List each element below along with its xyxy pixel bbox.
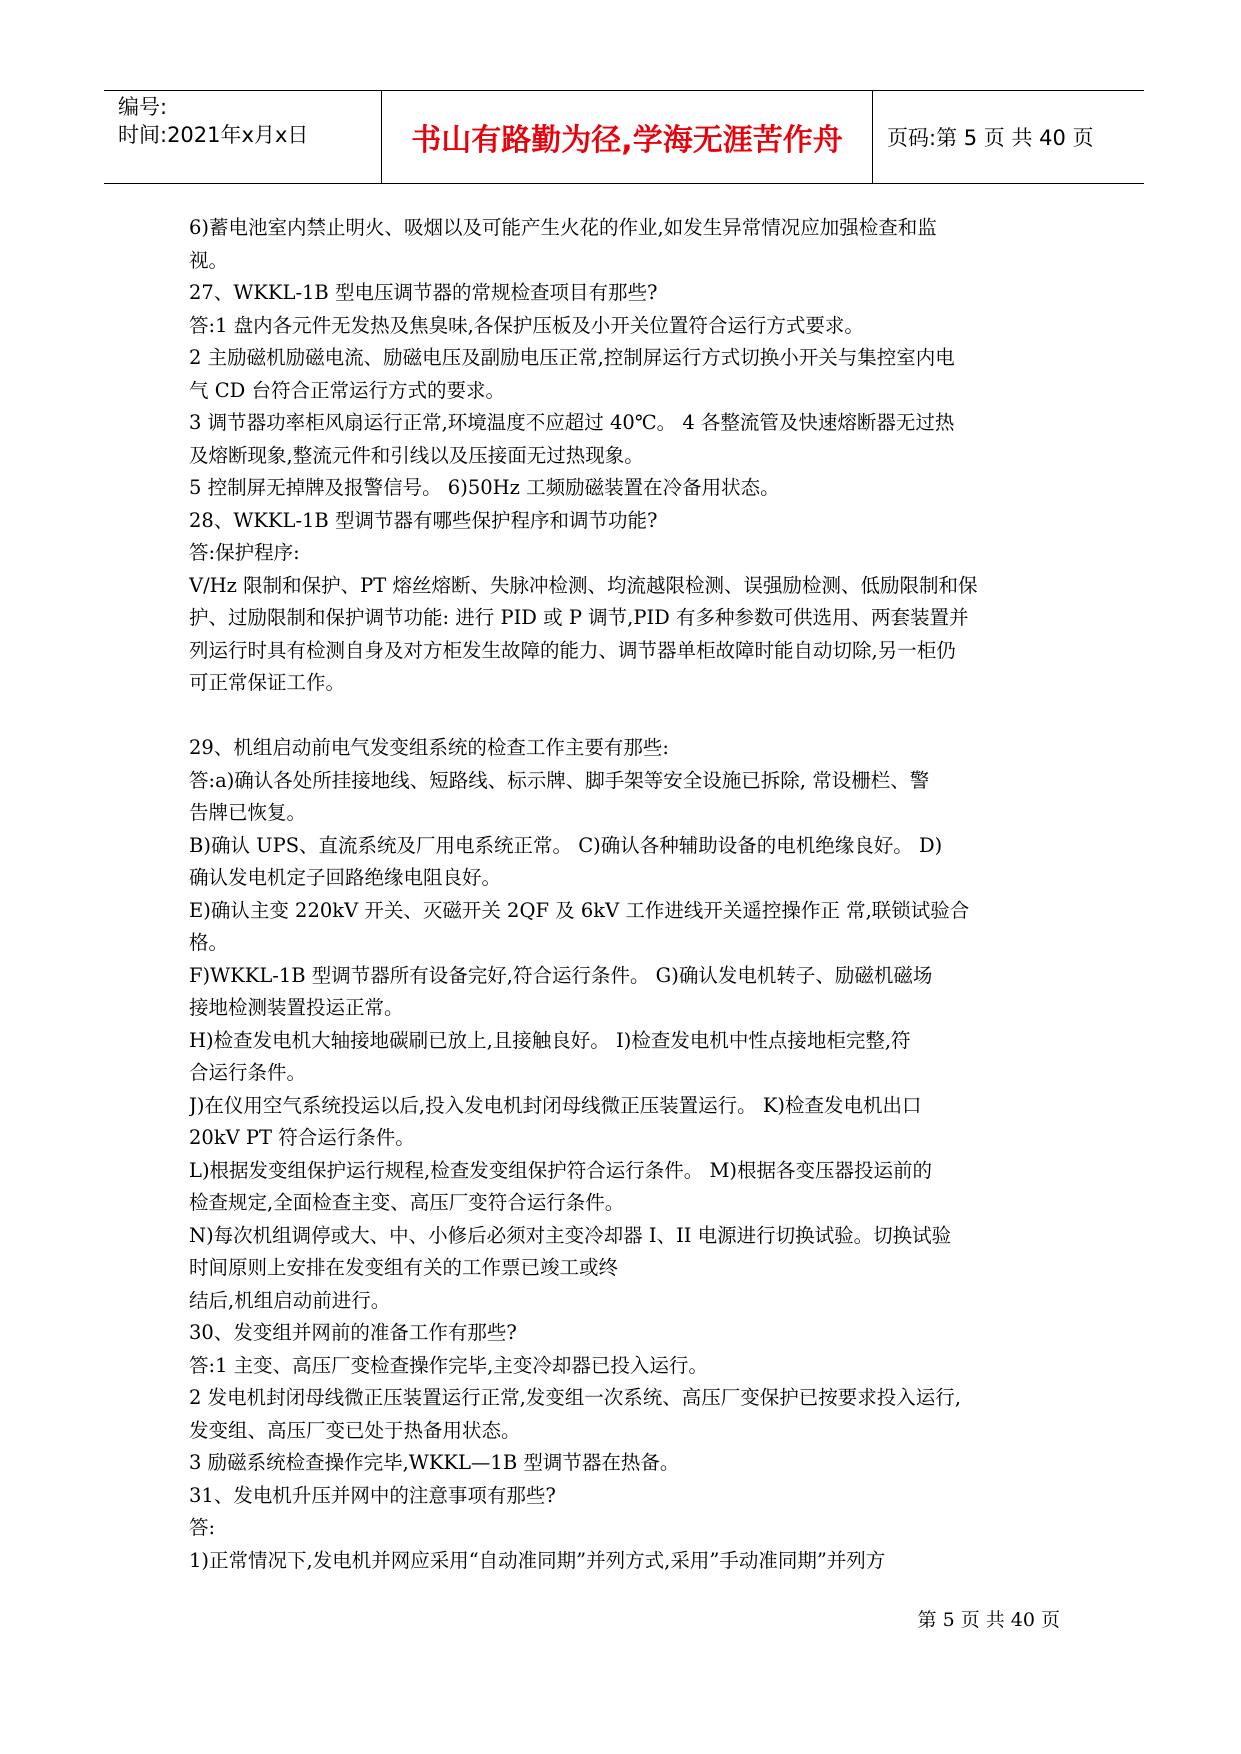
body-text-line: 6)蓄电池室内禁止明火、吸烟以及可能产生火花的作业,如发生异常情况应加强检查和监 bbox=[189, 216, 937, 239]
body-text-line: 合运行条件。 bbox=[189, 1061, 307, 1084]
document-body bbox=[189, 212, 1059, 1577]
body-text-line: 答:1 主变、高压厂变检查操作完毕,主变冷却器已投入运行。 bbox=[189, 1353, 708, 1377]
body-text-line: 31、发电机升压并网中的注意事项有那些? bbox=[189, 1483, 556, 1507]
body-text-line: 检查规定,全面检查主变、高压厂变符合运行条件。 bbox=[189, 1191, 625, 1214]
body-text-line: 气 CD 台符合正常运行方式的要求。 bbox=[189, 378, 505, 402]
page-footer: 第 5 页 共 40 页 bbox=[917, 1609, 1060, 1631]
header-info bbox=[104, 91, 382, 183]
body-text-line: 视。 bbox=[189, 248, 229, 272]
body-text-line: 20kV PT 符合运行条件。 bbox=[189, 1126, 415, 1149]
body-text-line: E)确认主变 220kV 开关、灭磁开关 2QF 及 6kV 工作进线开关遥控操作正 常,联锁试验合 bbox=[189, 898, 970, 922]
body-text-line: V/Hz 限制和保护、PT 熔丝熔断、失脉冲检测、均流越限检测、误强励检测、低励限制和保 bbox=[189, 573, 978, 597]
body-text-line: 29、机组启动前电气发变组系统的检查工作主要有那些: bbox=[189, 736, 669, 759]
body-text-line: N)每次机组调停或大、中、小修后必须对主变冷却器 I、II 电源进行切换试验。切换试验 bbox=[189, 1223, 952, 1247]
body-text-line: 可正常保证工作。 bbox=[189, 671, 346, 694]
body-text-line: 28、WKKL-1B 型调节器有哪些保护程序和调节功能? bbox=[189, 508, 658, 532]
document-number-label: 编号: bbox=[118, 95, 168, 119]
header-page-label: 页码:第 5 页 共 40 页 bbox=[887, 126, 1094, 150]
body-text-line: 接地检测装置投运正常。 bbox=[189, 996, 404, 1019]
body-text-line: J)在仪用空气系统投运以后,投入发电机封闭母线微正压装置运行。 K)检查发电机出口 bbox=[189, 1093, 922, 1117]
body-text-line: 3 调节器功率柜风扇运行正常,环境温度不应超过 40℃。 4 各整流管及快速熔断器无过热 bbox=[189, 411, 955, 434]
body-text-line: 答: bbox=[189, 1516, 216, 1539]
body-text-line: H)检查发电机大轴接地碳刷已放上,且接触良好。 I)检查发电机中性点接地柜完整,符 bbox=[189, 1028, 911, 1052]
body-text-line: L)根据发变组保护运行规程,检查发变组保护符合运行条件。 M)根据各变压器投运前的 bbox=[189, 1158, 933, 1182]
body-text-line: 答:1 盘内各元件无发热及焦臭味,各保护压板及小开关位置符合运行方式要求。 bbox=[189, 313, 864, 337]
body-text-line bbox=[189, 700, 1059, 733]
body-text-line: 及熔断现象,整流元件和引线以及压接面无过热现象。 bbox=[189, 443, 644, 467]
body-text-line: 30、发变组并网前的准备工作有那些? bbox=[189, 1321, 517, 1344]
page-header bbox=[104, 90, 1144, 184]
body-text-line: 格。 bbox=[189, 931, 229, 954]
body-text-line: 告牌已恢复。 bbox=[189, 801, 307, 824]
body-text-line: 3 励磁系统检查操作完毕,WKKL—1B 型调节器在热备。 bbox=[189, 1451, 680, 1474]
document-time-label: 时间:2021年x月x日 bbox=[118, 123, 309, 147]
body-text-line: 结后,机组启动前进行。 bbox=[189, 1288, 391, 1312]
body-text-line: 2 主励磁机励磁电流、励磁电压及副励电压正常,控制屏运行方式切换小开关与集控室内电 bbox=[189, 346, 955, 369]
body-text-line: 答:a)确认各处所挂接地线、短路线、标示牌、脚手架等安全设施已拆除, 常设栅栏、警 bbox=[189, 768, 930, 792]
body-text-line: 护、过励限制和保护调节功能: 进行 PID 或 P 调节,PID 有多种参数可供选用、两套装置并 bbox=[189, 606, 969, 629]
body-text-line: 确认发电机定子回路绝缘电阻良好。 bbox=[189, 866, 502, 889]
body-text-line: 列运行时具有检测自身及对方柜发生故障的能力、调节器单柜故障时能自动切除,另一柜仍 bbox=[189, 638, 956, 662]
body-text-line: 答:保护程序: bbox=[189, 541, 300, 564]
body-text-line: 2 发电机封闭母线微正压装置运行正常,发变组一次系统、高压厂变保护已按要求投入运行, bbox=[189, 1386, 962, 1409]
body-text-line: 发变组、高压厂变已处于热备用状态。 bbox=[189, 1418, 521, 1442]
body-text-line: 27、WKKL-1B 型电压调节器的常规检查项目有那些? bbox=[189, 281, 658, 304]
body-text-line: 1)正常情况下,发电机并网应采用“自动准同期”并列方式,采用”手动准同期”并列方 bbox=[189, 1548, 886, 1572]
body-text-line: B)确认 UPS、直流系统及厂用电系统正常。 C)确认各种辅助设备的电机绝缘良好。 D) bbox=[189, 833, 943, 857]
body-text-line: 时间原则上安排在发变组有关的工作票已竣工或终 bbox=[189, 1256, 619, 1279]
header-motto: 书山有路勤为径,学海无涯苦作舟 bbox=[382, 91, 873, 183]
body-text-line: F)WKKL-1B 型调节器所有设备完好,符合运行条件。 G)确认发电机转子、励磁机磁场 bbox=[189, 963, 933, 987]
body-text-line: 5 控制屏无掉牌及报警信号。 6)50Hz 工频励磁装置在冷备用状态。 bbox=[189, 476, 780, 499]
